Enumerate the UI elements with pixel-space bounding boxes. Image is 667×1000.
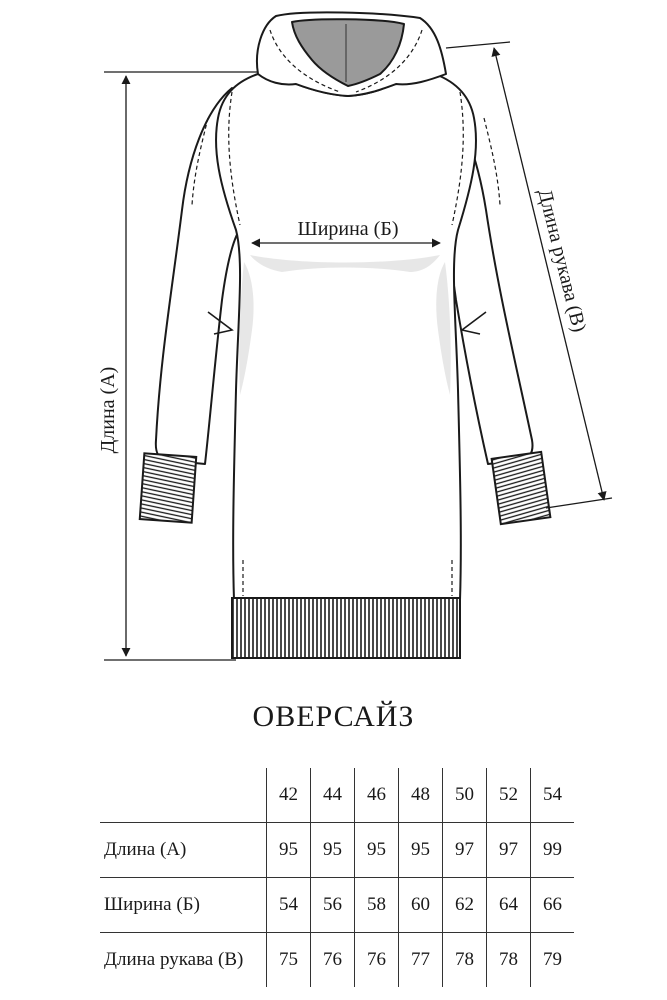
size-cell: 54 — [531, 768, 575, 823]
row-label: Длина (А) — [100, 823, 267, 878]
value-cell: 95 — [267, 823, 311, 878]
hem-rib — [232, 598, 460, 658]
value-cell: 66 — [531, 878, 575, 933]
table-row-width — [100, 878, 574, 933]
value-cell: 76 — [311, 933, 355, 988]
value-cell: 54 — [267, 878, 311, 933]
row-label: Длина рукава (В) — [100, 933, 267, 988]
right-cuff — [492, 452, 551, 524]
value-cell: 77 — [399, 933, 443, 988]
hood — [257, 12, 446, 96]
value-cell: 60 — [399, 878, 443, 933]
value-cell: 78 — [443, 933, 487, 988]
value-cell: 95 — [399, 823, 443, 878]
size-cell: 48 — [399, 768, 443, 823]
value-cell: 64 — [487, 878, 531, 933]
length-label: Длина (А) — [97, 366, 119, 454]
fit-title: ОВЕРСАЙЗ — [252, 700, 415, 733]
table-row-sleeve — [100, 933, 574, 988]
value-cell: 58 — [355, 878, 399, 933]
sleeve-label: Длина рукава (В) — [533, 186, 591, 335]
value-cell: 99 — [531, 823, 575, 878]
size-cell: 46 — [355, 768, 399, 823]
value-cell: 79 — [531, 933, 575, 988]
left-cuff — [140, 453, 196, 522]
value-cell: 56 — [311, 878, 355, 933]
table-row-length — [100, 823, 574, 878]
size-table — [100, 768, 574, 987]
value-cell: 75 — [267, 933, 311, 988]
dress-body — [216, 74, 476, 600]
value-cell: 62 — [443, 878, 487, 933]
size-cell: 44 — [311, 768, 355, 823]
value-cell: 78 — [487, 933, 531, 988]
value-cell: 95 — [355, 823, 399, 878]
size-cell: 52 — [487, 768, 531, 823]
dress-outline — [156, 74, 533, 600]
size-header-row — [100, 768, 574, 823]
value-cell: 97 — [487, 823, 531, 878]
width-label: Ширина (Б) — [297, 218, 399, 240]
size-cell: 42 — [267, 768, 311, 823]
row-label: Ширина (Б) — [100, 878, 267, 933]
value-cell: 76 — [355, 933, 399, 988]
value-cell: 95 — [311, 823, 355, 878]
value-cell: 97 — [443, 823, 487, 878]
size-cell: 50 — [443, 768, 487, 823]
header-empty-cell — [100, 768, 267, 823]
